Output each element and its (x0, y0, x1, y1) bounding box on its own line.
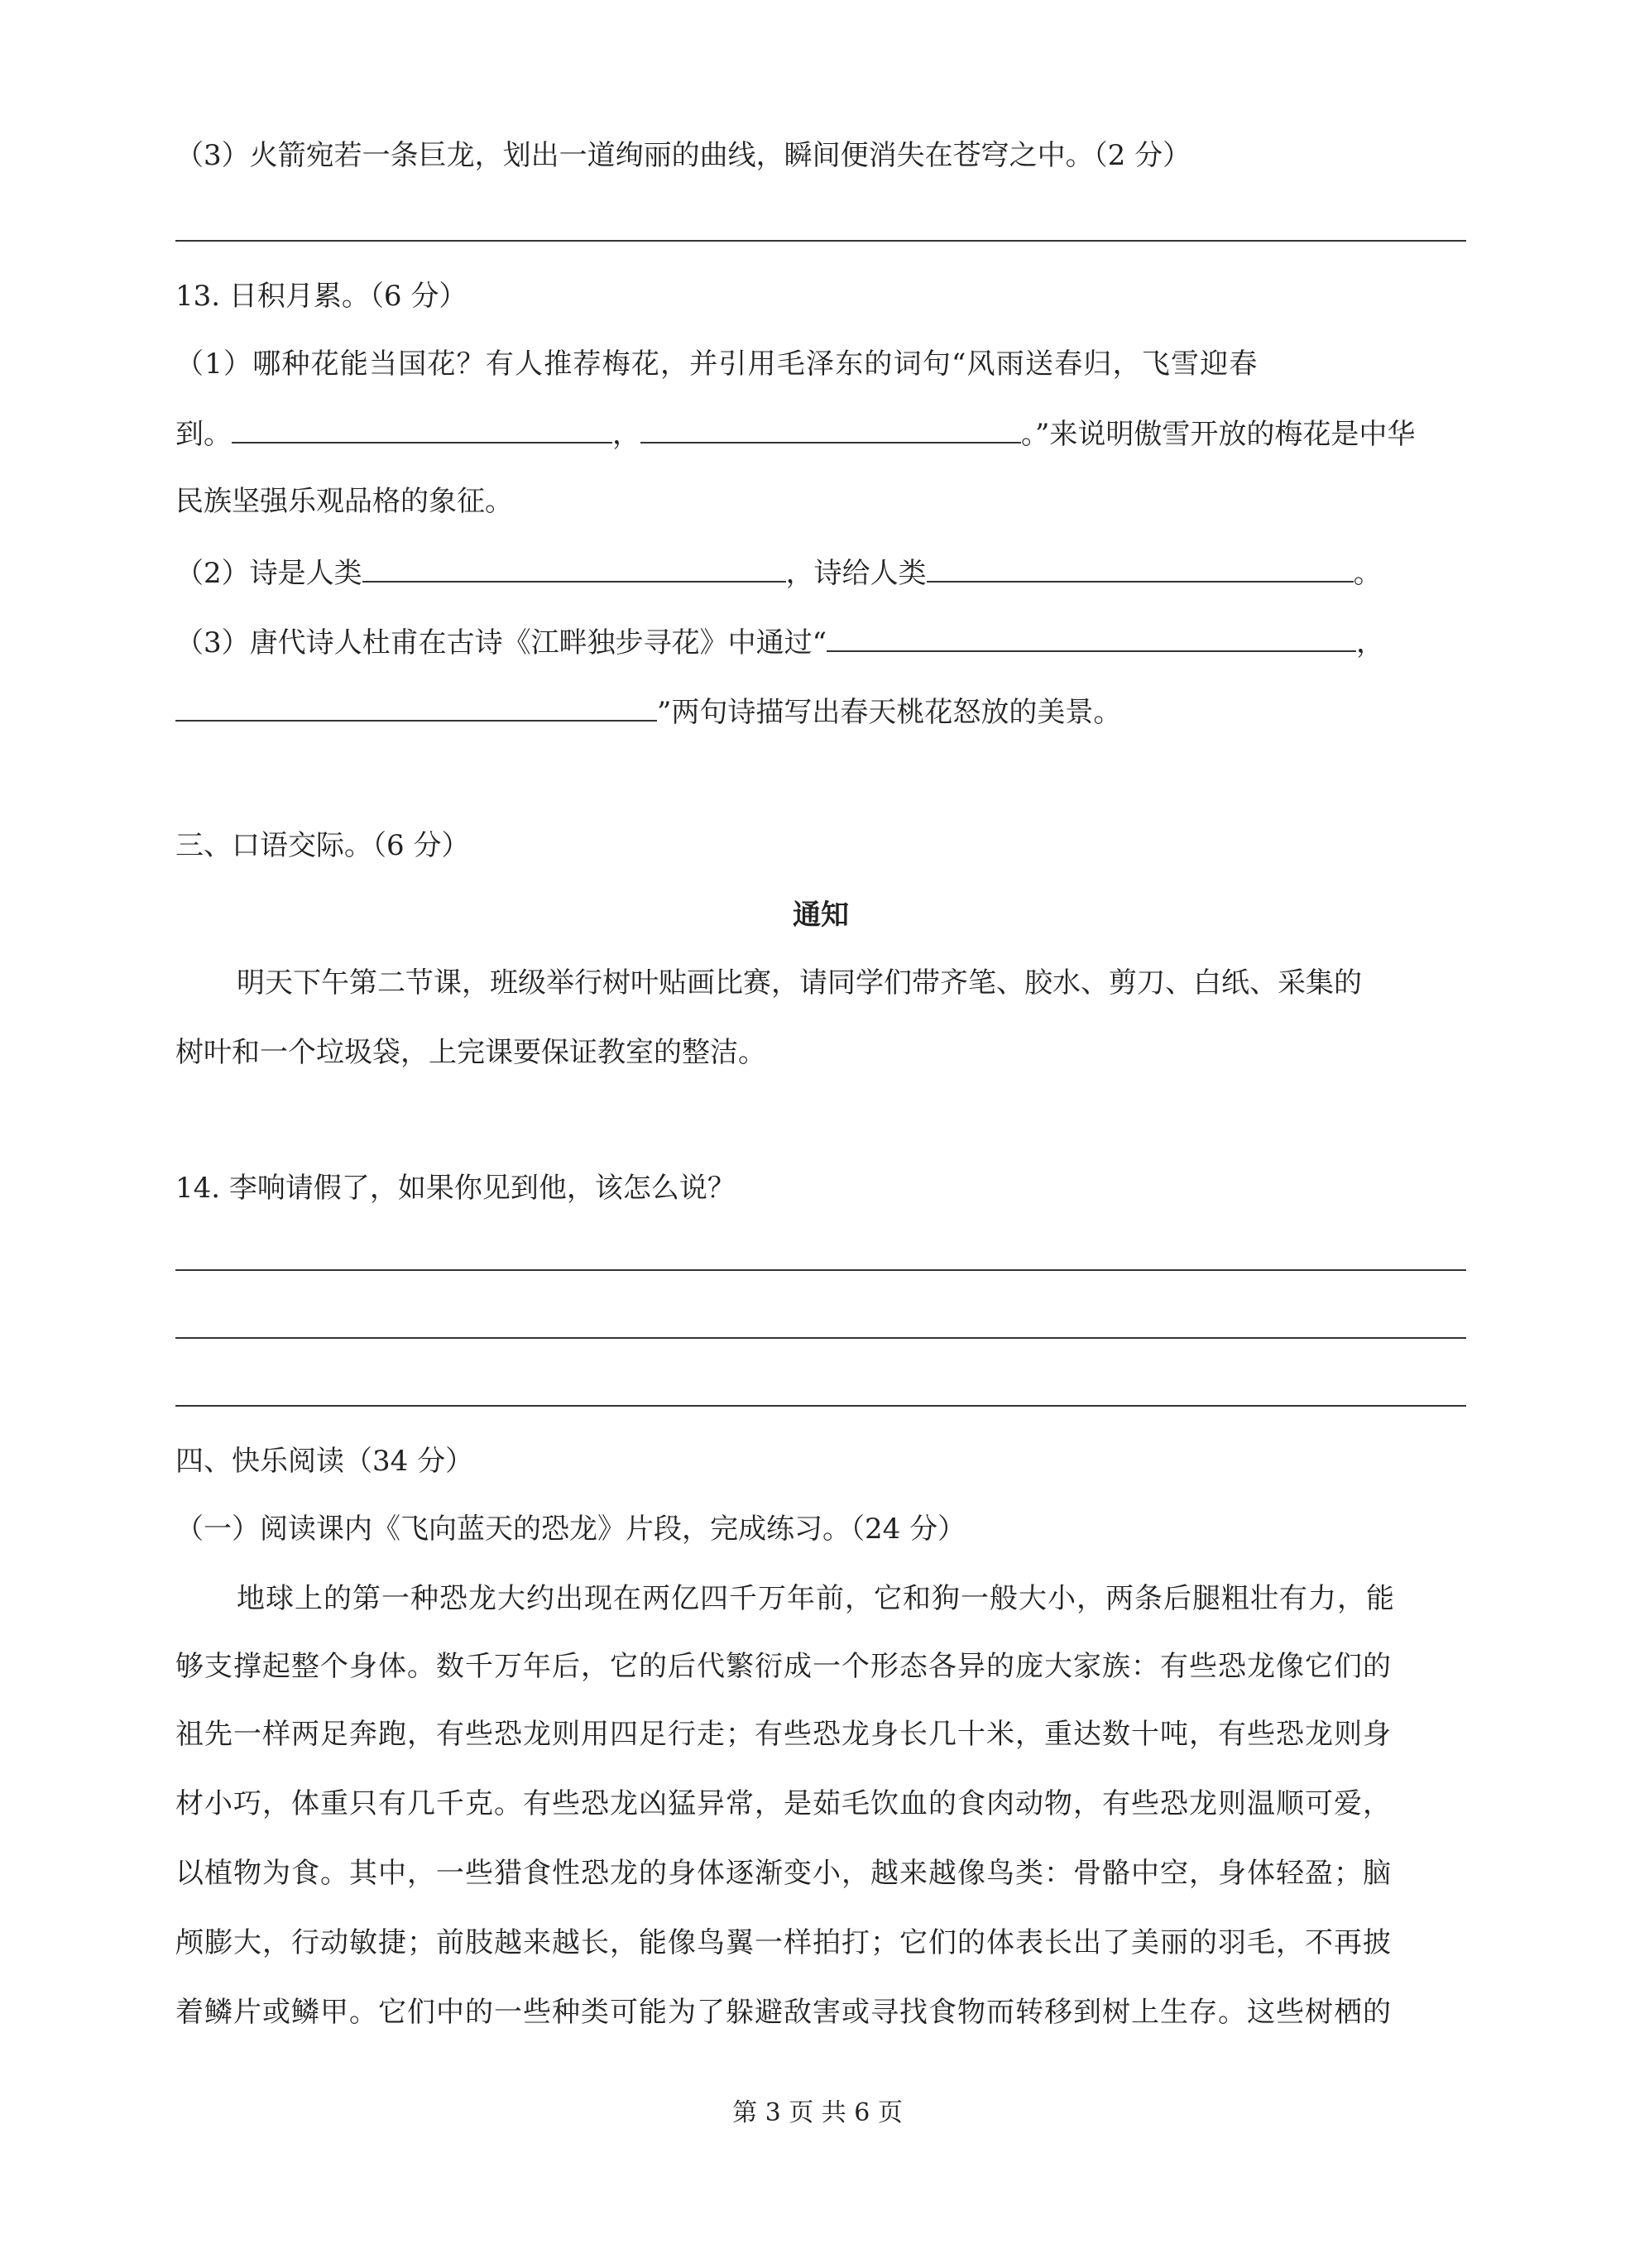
reading-line: 颅膨大，行动敏捷；前肢越来越长，能像鸟翼一样拍打；它们的体表长出了美丽的羽毛，不再披 (175, 1926, 1392, 1959)
fill-blank[interactable] (232, 414, 612, 444)
answer-line[interactable] (175, 240, 1466, 242)
page-footer: 第 3 页 共 6 页 (732, 2098, 903, 2127)
reading-line: 材小巧，体重只有几千克。有些恐龙凶猛异常，是茹毛饮血的食肉动物，有些恐龙则温顺可爱， (175, 1787, 1392, 1820)
fill-blank[interactable] (827, 622, 1356, 652)
question-12-3: （3）火箭宛若一条巨龙，划出一道绚丽的曲线，瞬间便消失在苍穹之中。（2 分） (175, 139, 1191, 172)
answer-line[interactable] (175, 1269, 1466, 1271)
section-4-title: 四、快乐阅读（34 分） (175, 1445, 474, 1478)
question-13-2: （2）诗是人类 ，诗给人类 。 (175, 553, 1466, 592)
question-13-3-line2: ”两句诗描写出春天桃花怒放的美景。 (175, 692, 1466, 731)
notice-body-line1: 明天下午第二节课，班级举行树叶贴画比赛，请同学们带齐笔、胶水、剪刀、白纸、采集的 (237, 966, 1362, 1000)
reading-line: 地球上的第一种恐龙大约出现在两亿四千万年前，它和狗一般大小，两条后腿粗壮有力，能 (237, 1582, 1395, 1615)
notice-body-line2: 树叶和一个垃圾袋，上完课要保证教室的整洁。 (175, 1036, 766, 1069)
question-13-1-line2: 到。 ， 。”来说明傲雪开放的梅花是中华 (175, 414, 1466, 453)
question-13-3-line1: （3）唐代诗人杜甫在古诗《江畔独步寻花》中通过“ ， (175, 622, 1466, 661)
question-13-1-line3: 民族坚强乐观品格的象征。 (175, 485, 513, 518)
question-13-1-line1: （1）哪种花能当国花？有人推荐梅花，并引用毛泽东的词句“风雨送春归，飞雪迎春 (175, 348, 1259, 381)
answer-line[interactable] (175, 1405, 1466, 1407)
notice-title: 通知 (793, 899, 849, 932)
question-14: 14. 李响请假了，如果你见到他，该怎么说？ (175, 1172, 736, 1205)
fill-blank[interactable] (927, 553, 1354, 583)
section-4-subtitle: （一）阅读课内《飞向蓝天的恐龙》片段，完成练习。（24 分） (175, 1513, 966, 1546)
question-13-title: 13. 日积月累。（6 分） (175, 280, 467, 313)
fill-blank[interactable] (362, 553, 786, 583)
reading-line: 以植物为食。其中，一些猎食性恐龙的身体逐渐变小，越来越像鸟类：骨骼中空，身体轻盈；脑 (175, 1857, 1392, 1890)
reading-line: 够支撑起整个身体。数千万年后，它的后代繁衍成一个形态各异的庞大家族：有些恐龙像它们的 (175, 1650, 1392, 1683)
reading-line: 祖先一样两足奔跑，有些恐龙则用四足行走；有些恐龙身长几十米，重达数十吨，有些恐龙则身 (175, 1718, 1392, 1751)
reading-line: 着鳞片或鳞甲。它们中的一些种类可能为了躲避敌害或寻找食物而转移到树上生存。这些树栖的 (175, 1996, 1392, 2029)
answer-line[interactable] (175, 1337, 1466, 1339)
fill-blank[interactable] (175, 692, 657, 722)
section-3-title: 三、口语交际。（6 分） (175, 829, 470, 862)
fill-blank[interactable] (640, 414, 1021, 444)
